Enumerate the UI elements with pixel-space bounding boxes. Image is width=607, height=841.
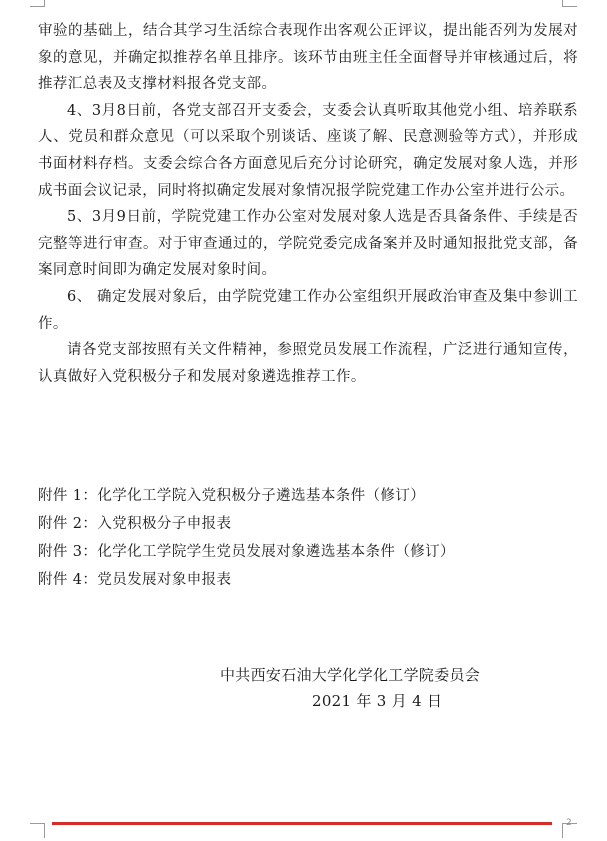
crop-mark-top-right (562, 0, 577, 7)
paragraph-step-4: 4、3月8日前，各党支部召开支委会，支委会认真听取其他党小组、培养联系人、党员和群众意见（可以采取个别谈话、座谈了解、民意测验等方式），并形成书面材料存档。支委会综合各方面意见后充分讨论研究，确定发展对象人选，并形成书面会议记录，同时将拟确定发展对象情况报学院党建工作办公室并进行公示。 (38, 102, 578, 199)
footer-red-line (52, 822, 552, 825)
paragraph-continuation: 审验的基础上，结合其学习生活综合表现作出客观公正评议，提出能否列为发展对象的意见，并确定拟推荐名单且排序。该环节由班主任全面督导并审核通过后，将推荐汇总表及支撑材料报各党支部。 (38, 23, 578, 93)
attachment-item: 附件 4：党员发展对象申报表 (38, 572, 232, 588)
signature-block (220, 662, 550, 714)
document-body (38, 18, 578, 390)
paragraph-step-5: 5、3月9日前，学院党建工作办公室对发展对象人选是否具备条件、手续是否完整等进行审查。对于审查通过的，学院党委完成备案并及时通知报批党支部，备案同意时间即为确定发展对象时间。 (38, 209, 578, 279)
issue-date: 2021 年 3 月 4 日 (312, 692, 443, 710)
paragraph-step-6: 6、 确定发展对象后，由学院党建工作办公室组织开展政治审查及集中参训工作。 (38, 288, 578, 332)
crop-mark-bottom-left (30, 823, 45, 838)
issuing-organization: 中共西安石油大学化学化工学院委员会 (220, 666, 481, 684)
attachment-item: 附件 2：入党积极分子申报表 (38, 516, 232, 532)
crop-mark-top-left (30, 0, 45, 7)
attachment-list (38, 482, 578, 594)
attachment-item: 附件 1：化学化工学院入党积极分子遴选基本条件（修订） (38, 488, 426, 504)
paragraph-closing: 请各党支部按照有关文件精神，参照党员发展工作流程，广泛进行通知宣传，认真做好入党积极分子和发展对象遴选推荐工作。 (38, 342, 578, 385)
page-number: 2 (566, 818, 572, 828)
attachment-item: 附件 3：化学化工学院学生党员发展对象遴选基本条件（修订） (38, 544, 455, 560)
